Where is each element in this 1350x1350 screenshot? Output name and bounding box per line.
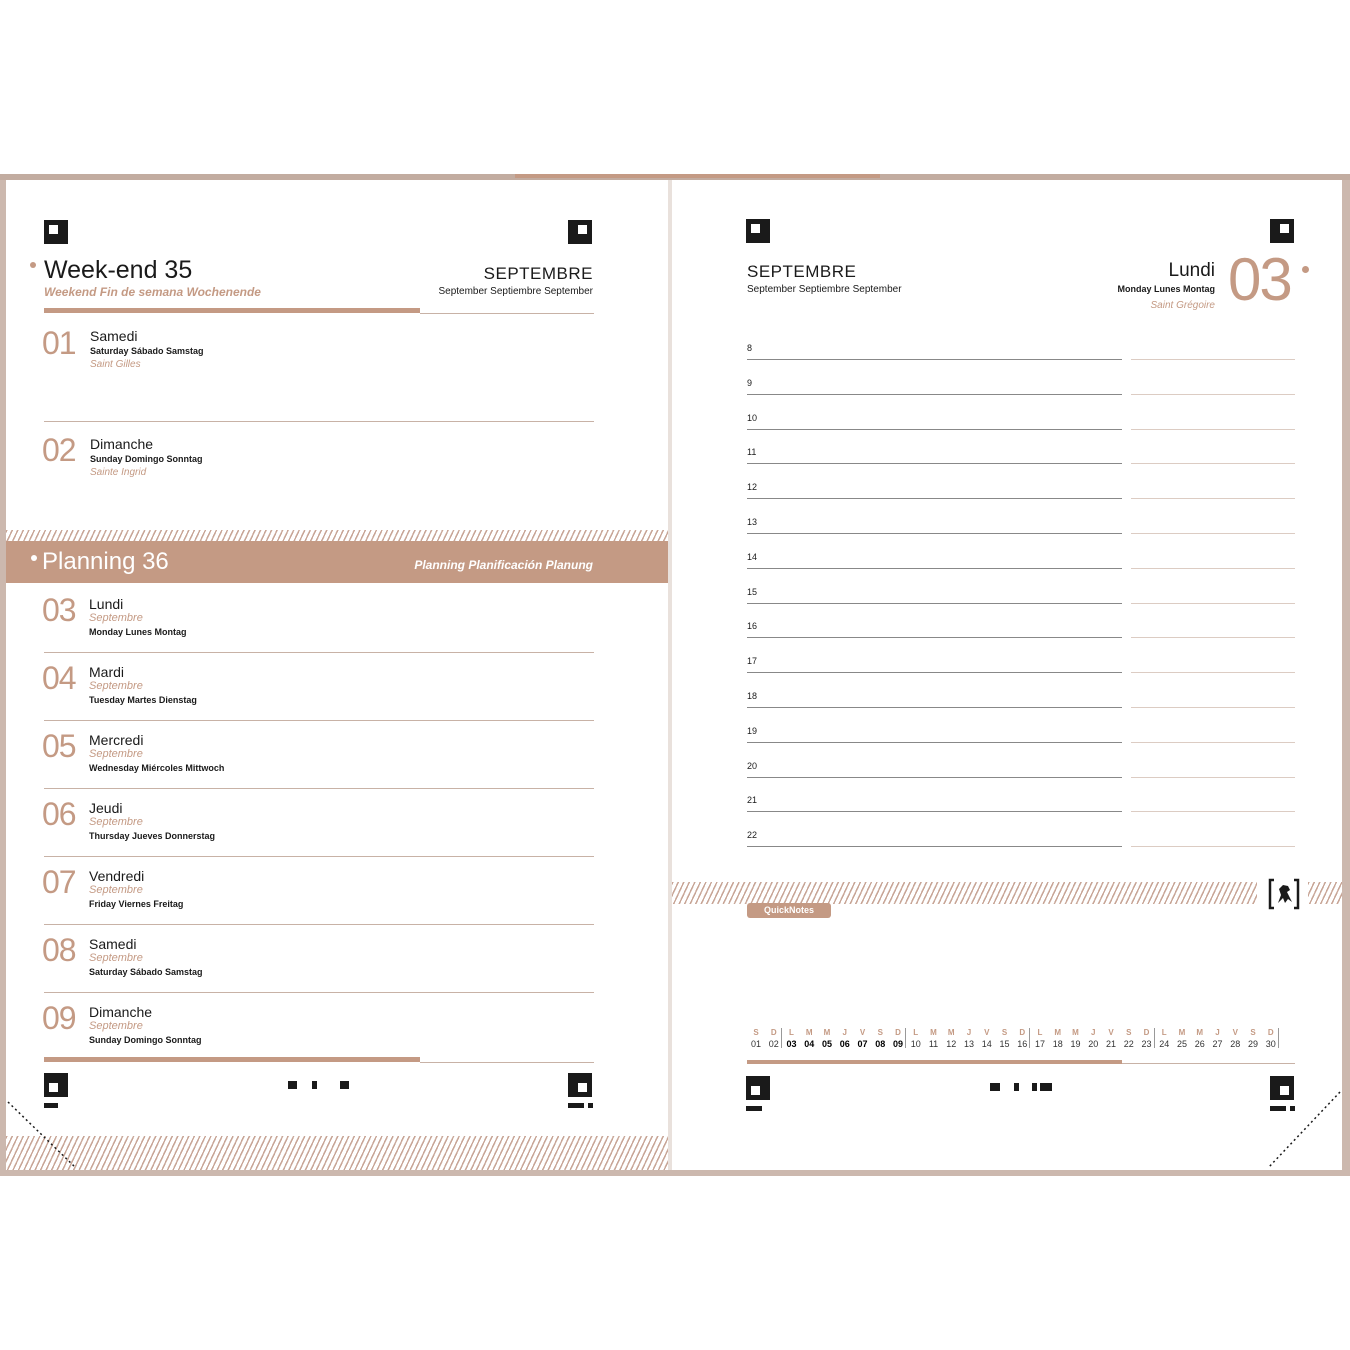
- hour-line[interactable]: [747, 811, 1122, 812]
- list-item: [6, 720, 668, 788]
- day-multilingual: Sunday Domingo Sonntag: [90, 454, 203, 464]
- month-label: Septembre: [89, 1020, 143, 1032]
- calendar-weekday-letter: M: [805, 1028, 813, 1037]
- month-label: Septembre: [89, 884, 143, 896]
- calendar-day: 21: [1105, 1039, 1116, 1049]
- hour-label: 19: [747, 725, 758, 736]
- notes-line[interactable]: [1131, 707, 1295, 708]
- day-multilingual: Saturday Sábado Samstag: [90, 346, 204, 356]
- day-multilingual: Monday Lunes Montag: [89, 627, 187, 637]
- calendar-weekday-letter: S: [877, 1028, 883, 1037]
- corner-mark-icon: [746, 219, 770, 243]
- hour-line[interactable]: [747, 707, 1122, 708]
- month-subtitle: September Septiembre September: [747, 284, 902, 295]
- day-number-large: 03: [1228, 246, 1291, 313]
- day-name: Vendredi: [89, 868, 145, 884]
- calendar-day: 11: [928, 1039, 939, 1049]
- hour-label: 20: [747, 760, 758, 771]
- calendar-day: 27: [1212, 1039, 1223, 1049]
- list-item: [6, 924, 668, 992]
- calendar-day: 23: [1141, 1039, 1152, 1049]
- corner-mark-icon: [568, 220, 592, 244]
- calendar-weekday-letter: D: [770, 1028, 777, 1037]
- calendar-day: 09: [892, 1039, 903, 1049]
- day-number: 04: [42, 660, 76, 696]
- planning-progress-bar: [44, 1057, 420, 1062]
- hour-line[interactable]: [747, 394, 1122, 395]
- planning-list: [6, 584, 668, 1064]
- calendar-weekday-letter: S: [1001, 1028, 1008, 1037]
- day-multilingual: Tuesday Martes Dienstag: [89, 695, 197, 705]
- calendar-weekday-letter: V: [984, 1028, 990, 1037]
- calendar-day: 10: [910, 1039, 921, 1049]
- calendar-day: 26: [1194, 1039, 1205, 1049]
- hour-line[interactable]: [747, 846, 1122, 847]
- hour-line[interactable]: [747, 463, 1122, 464]
- scan-mark: [340, 1081, 349, 1089]
- notes-line[interactable]: [1131, 394, 1295, 395]
- scan-mark: [1014, 1083, 1019, 1091]
- corner-mark-icon: [44, 220, 68, 244]
- notes-line[interactable]: [1131, 498, 1295, 499]
- month-subtitle: September Septiembre September: [438, 286, 593, 297]
- day-multilingual: Monday Lunes Montag: [1117, 284, 1215, 294]
- notes-line[interactable]: [1131, 359, 1295, 360]
- hour-line[interactable]: [747, 359, 1122, 360]
- hour-label: 10: [747, 412, 758, 423]
- hour-line[interactable]: [747, 777, 1122, 778]
- day-name: Mercredi: [89, 732, 144, 748]
- day-number: 08: [42, 932, 76, 968]
- corner-mark-icon: [568, 1073, 592, 1097]
- calendar-weekday-letter: J: [966, 1028, 972, 1037]
- calendar-day: 07: [857, 1039, 868, 1049]
- scan-mark: [746, 1106, 762, 1111]
- calendar-weekday-letter: S: [1126, 1028, 1132, 1037]
- weekend-progress-bar: [44, 308, 420, 313]
- hour-label: 22: [747, 830, 758, 841]
- notes-line[interactable]: [1131, 463, 1295, 464]
- calendar-day: 17: [1034, 1039, 1045, 1049]
- day-number: 06: [42, 796, 76, 832]
- calendar-day: 16: [1017, 1039, 1028, 1049]
- hour-line[interactable]: [747, 637, 1122, 638]
- hour-label: 18: [747, 691, 758, 701]
- day-number: 09: [42, 1000, 76, 1036]
- calendar-progress-bar: [747, 1060, 1122, 1064]
- day-name: Dimanche: [89, 1004, 153, 1020]
- perforation-line: [1262, 1090, 1342, 1170]
- day-name: Samedi: [90, 328, 138, 344]
- month-label: Septembre: [89, 612, 143, 624]
- saint-name: Sainte Ingrid: [90, 467, 147, 478]
- day-multilingual: Sunday Domingo Sonntag: [89, 1035, 202, 1045]
- hour-line[interactable]: [747, 429, 1122, 430]
- week-separator: [781, 1028, 782, 1048]
- list-item: [6, 788, 668, 856]
- hour-line[interactable]: [747, 672, 1122, 673]
- weekend-title: Week-end 35: [44, 256, 193, 284]
- calendar-day: 30: [1265, 1039, 1276, 1049]
- calendar-day: 13: [963, 1039, 974, 1049]
- month-label: Septembre: [89, 952, 143, 964]
- calendar-day: 05: [821, 1039, 832, 1049]
- hour-line[interactable]: [747, 568, 1122, 569]
- divider: [420, 1062, 594, 1063]
- day-number: 07: [42, 864, 76, 900]
- notes-line[interactable]: [1131, 568, 1295, 569]
- calendar-day: 14: [981, 1039, 992, 1049]
- scan-mark: [1032, 1083, 1037, 1091]
- week-separator: [1029, 1028, 1030, 1048]
- calendar-day: 18: [1052, 1039, 1063, 1049]
- notes-line[interactable]: [1131, 637, 1295, 638]
- day-multilingual: Thursday Jueves Donnerstag: [89, 831, 216, 841]
- list-item: [6, 856, 668, 924]
- month-label: Septembre: [89, 680, 143, 692]
- list-item: [6, 652, 668, 720]
- saint-name: Saint Grégoire: [1150, 300, 1215, 311]
- notes-line[interactable]: [1131, 533, 1295, 534]
- left-page: [6, 180, 668, 1170]
- hatch-band: [6, 1136, 668, 1170]
- calendar-day: 22: [1123, 1039, 1134, 1049]
- calendar-day: 19: [1070, 1039, 1081, 1049]
- day-number: 05: [42, 728, 76, 764]
- calendar-weekday-letter: M: [930, 1028, 937, 1037]
- day-number: 01: [42, 325, 76, 361]
- notes-line[interactable]: [1131, 846, 1295, 847]
- calendar-weekday-letter: D: [1267, 1028, 1274, 1037]
- scan-mark: [568, 1103, 584, 1108]
- calendar-day: 15: [999, 1039, 1010, 1049]
- hour-label: 9: [747, 377, 753, 388]
- week-separator: [1154, 1028, 1155, 1048]
- divider: [1122, 1063, 1295, 1064]
- notes-line[interactable]: [1131, 811, 1295, 812]
- right-page: [672, 180, 1342, 1170]
- calendar-weekday-letter: M: [1196, 1028, 1204, 1037]
- calendar-weekday-letter: L: [1161, 1028, 1167, 1037]
- calendar-day: 01: [750, 1039, 761, 1049]
- scan-mark: [990, 1083, 1000, 1091]
- day-name: Jeudi: [89, 800, 123, 816]
- calendar-weekday-letter: D: [895, 1028, 901, 1037]
- calendar-weekday-letter: D: [1019, 1028, 1026, 1037]
- hour-label: 21: [747, 795, 758, 806]
- bullet-dot: [1302, 266, 1309, 273]
- hour-label: 13: [747, 517, 758, 527]
- corner-mark-icon: [746, 1076, 770, 1100]
- top-accent-edge: [515, 174, 880, 178]
- day-name: Samedi: [89, 936, 137, 952]
- calendar-weekday-letter: J: [842, 1028, 847, 1037]
- calendar-day: 29: [1247, 1039, 1258, 1049]
- calendar-weekday-letter: J: [1091, 1028, 1096, 1037]
- planning-header: [6, 541, 668, 583]
- weekend-subtitle: Weekend Fin de semana Wochenende: [44, 285, 261, 299]
- calendar-weekday-letter: M: [1178, 1028, 1186, 1037]
- hour-label: 11: [747, 447, 757, 458]
- calendar-day: 12: [946, 1039, 957, 1049]
- month-title: SEPTEMBRE: [483, 264, 593, 283]
- hour-line[interactable]: [747, 533, 1122, 534]
- day-multilingual: Friday Viernes Freitag: [89, 899, 184, 909]
- calendar-weekday-letter: V: [859, 1028, 866, 1037]
- hour-label: 14: [747, 551, 758, 562]
- calendar-weekday-letter: V: [1108, 1028, 1114, 1037]
- day-number: 03: [42, 592, 76, 628]
- calendar-day: 25: [1176, 1039, 1187, 1049]
- calendar-weekday-letter: L: [913, 1028, 919, 1037]
- saint-name: Saint Gilles: [90, 359, 141, 370]
- brand-logo-icon: [1268, 877, 1300, 911]
- week-separator: [1278, 1028, 1279, 1048]
- calendar-weekday-letter: S: [753, 1028, 759, 1037]
- calendar-weekday-letter: L: [789, 1028, 794, 1037]
- calendar-weekday-letter: D: [1143, 1028, 1150, 1037]
- notes-line[interactable]: [1131, 672, 1295, 673]
- notes-line[interactable]: [1131, 742, 1295, 743]
- day-number: 02: [42, 432, 76, 468]
- month-label: Septembre: [89, 816, 143, 828]
- calendar-day: 02: [768, 1039, 779, 1049]
- notes-line[interactable]: [1131, 777, 1295, 778]
- hour-label: 8: [747, 343, 753, 353]
- hour-label: 12: [747, 482, 758, 493]
- calendar-weekday-letter: S: [1250, 1028, 1256, 1037]
- calendar-weekday-letter: M: [1054, 1028, 1062, 1037]
- month-title: SEPTEMBRE: [747, 262, 857, 281]
- bullet-dot: [30, 262, 36, 268]
- calendar-weekday-letter: M: [947, 1028, 955, 1037]
- hatch-band: [1308, 882, 1342, 904]
- bullet-dot: [31, 555, 37, 561]
- hatch-band: [672, 882, 1257, 904]
- calendar-weekday-letter: V: [1232, 1028, 1238, 1037]
- scan-mark: [312, 1081, 317, 1089]
- list-item: [6, 992, 668, 1060]
- corner-mark-icon: [44, 1073, 68, 1097]
- scan-mark: [588, 1103, 593, 1108]
- hour-label: 16: [747, 621, 758, 632]
- day-name: Lundi: [1168, 260, 1215, 281]
- list-item: [6, 584, 668, 652]
- calendar-day: 20: [1088, 1039, 1099, 1049]
- calendar-day: 04: [804, 1039, 815, 1049]
- corner-mark-icon: [1270, 219, 1294, 243]
- calendar-weekday-letter: L: [1037, 1028, 1043, 1037]
- calendar-day: 08: [875, 1039, 886, 1049]
- quicknotes-tab: QuickNotes: [747, 903, 831, 918]
- month-label: Septembre: [89, 748, 143, 760]
- calendar-weekday-letter: J: [1215, 1028, 1220, 1037]
- calendar-day: 24: [1159, 1039, 1170, 1049]
- notes-line[interactable]: [1131, 429, 1295, 430]
- day-multilingual: Wednesday Miércoles Mittwoch: [89, 763, 225, 773]
- planning-title: Planning 36: [42, 548, 169, 575]
- planning-subtitle: Planning Planificación Planung: [414, 558, 593, 572]
- hatch-band: [6, 530, 668, 541]
- day-multilingual: Saturday Sábado Samstag: [89, 967, 203, 977]
- hour-line[interactable]: [747, 742, 1122, 743]
- divider: [420, 313, 594, 314]
- calendar-weekday-letter: M: [1072, 1028, 1079, 1037]
- calendar-weekday-letter: M: [823, 1028, 831, 1037]
- day-name: Mardi: [89, 664, 125, 680]
- scan-mark: [288, 1081, 297, 1089]
- perforation-line: [6, 1100, 86, 1170]
- calendar-day: 06: [839, 1039, 850, 1049]
- calendar-day: 28: [1230, 1039, 1241, 1049]
- hour-label: 15: [747, 586, 758, 597]
- hour-line[interactable]: [747, 603, 1122, 604]
- hour-line[interactable]: [747, 498, 1122, 499]
- calendar-day: 03: [786, 1039, 797, 1049]
- divider: [44, 421, 594, 422]
- day-name: Lundi: [89, 596, 124, 612]
- week-separator: [905, 1028, 906, 1048]
- scan-mark: [1040, 1083, 1052, 1091]
- day-name: Dimanche: [90, 436, 154, 452]
- hour-label: 17: [747, 656, 758, 667]
- notes-line[interactable]: [1131, 603, 1295, 604]
- binding-gutter: [668, 180, 672, 1170]
